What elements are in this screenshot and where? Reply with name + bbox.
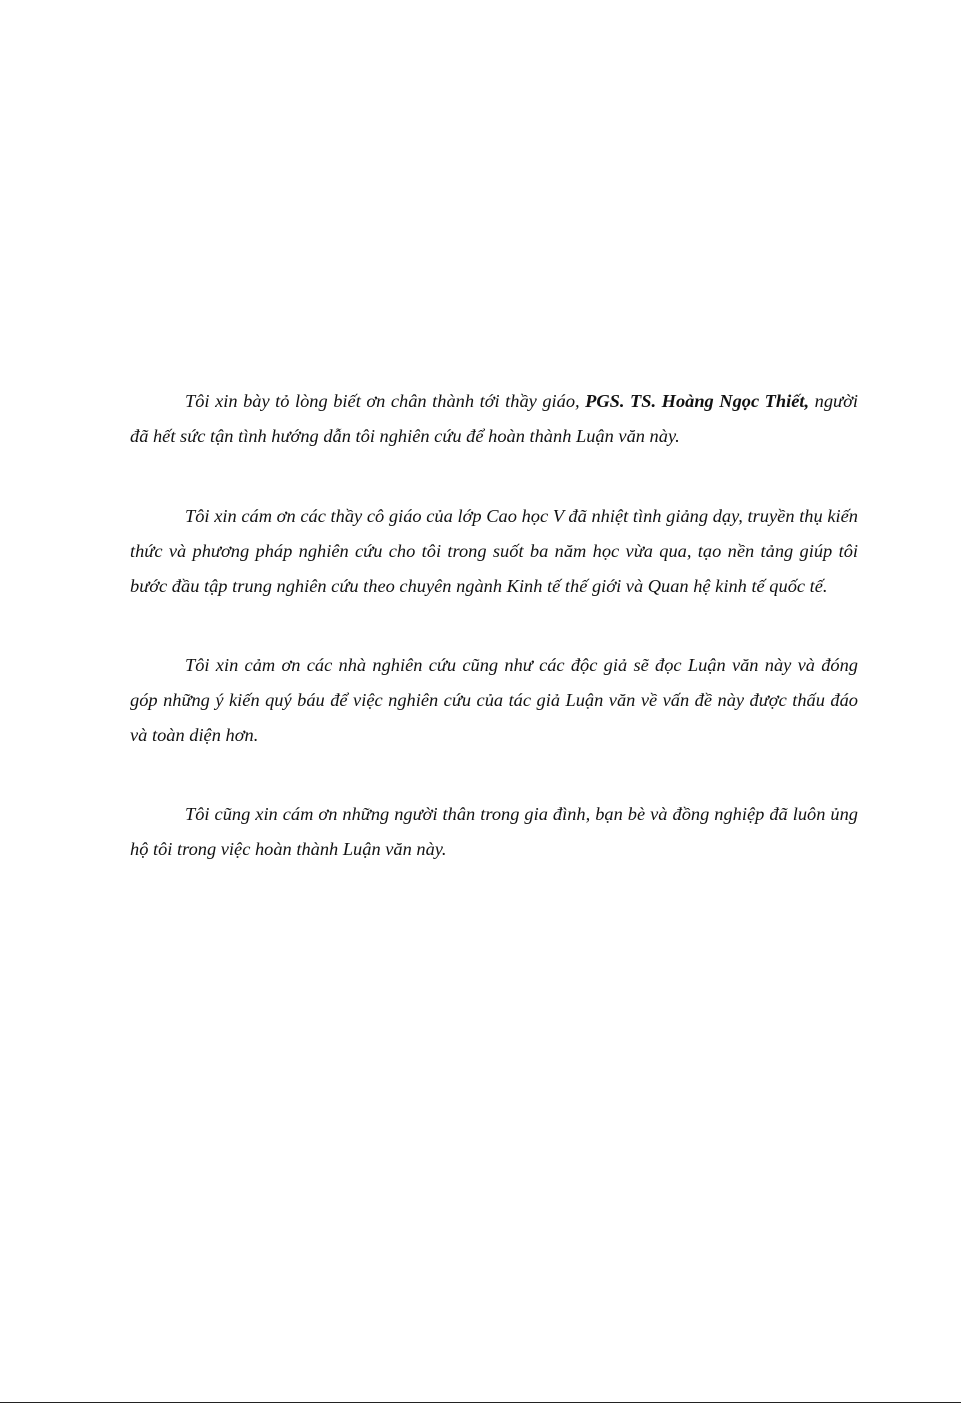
paragraph-teachers-thanks: Tôi xin cám ơn các thầy cô giáo của lớp Cao học V đã nhiệt tình giảng dạy, truyền thụ kiến thức và phương pháp nghiên cứu cho tôi trong suốt ba năm học vừa qua, tạo nền tảng giúp tôi bước đầu tập trung nghiên cứu theo chuyên ngành Kinh tế thế giới và Quan hệ kinh tế quốc tế. [130,506,858,596]
paragraph-researchers-thanks: Tôi xin cảm ơn các nhà nghiên cứu cũng như các độc giả sẽ đọc Luận văn này và đóng góp những ý kiến quý báu để việc nghiên cứu của tác giả Luận văn về vấn đề này được thấu đáo và toàn diện hơn. [130,655,858,745]
paragraph-advisor-text-before: Tôi xin bày tỏ lòng biết ơn chân thành tới thầy giáo, [185,391,586,411]
advisor-name: PGS. TS. Hoàng Ngọc Thiết, [585,391,810,411]
acknowledgement-body [130,384,858,912]
paragraph-family-thanks: Tôi cũng xin cám ơn những người thân trong gia đình, bạn bè và đồng nghiệp đã luôn ủng hộ tôi trong việc hoàn thành Luận văn này. [130,804,858,859]
paragraph-advisor-thanks [130,384,858,454]
page-bottom-edge [0,1402,961,1403]
paragraph-advisor-text-after: người đã hết sức tận tình hướng dẫn tôi nghiên cứu để hoàn thành Luận văn này. [130,391,858,446]
